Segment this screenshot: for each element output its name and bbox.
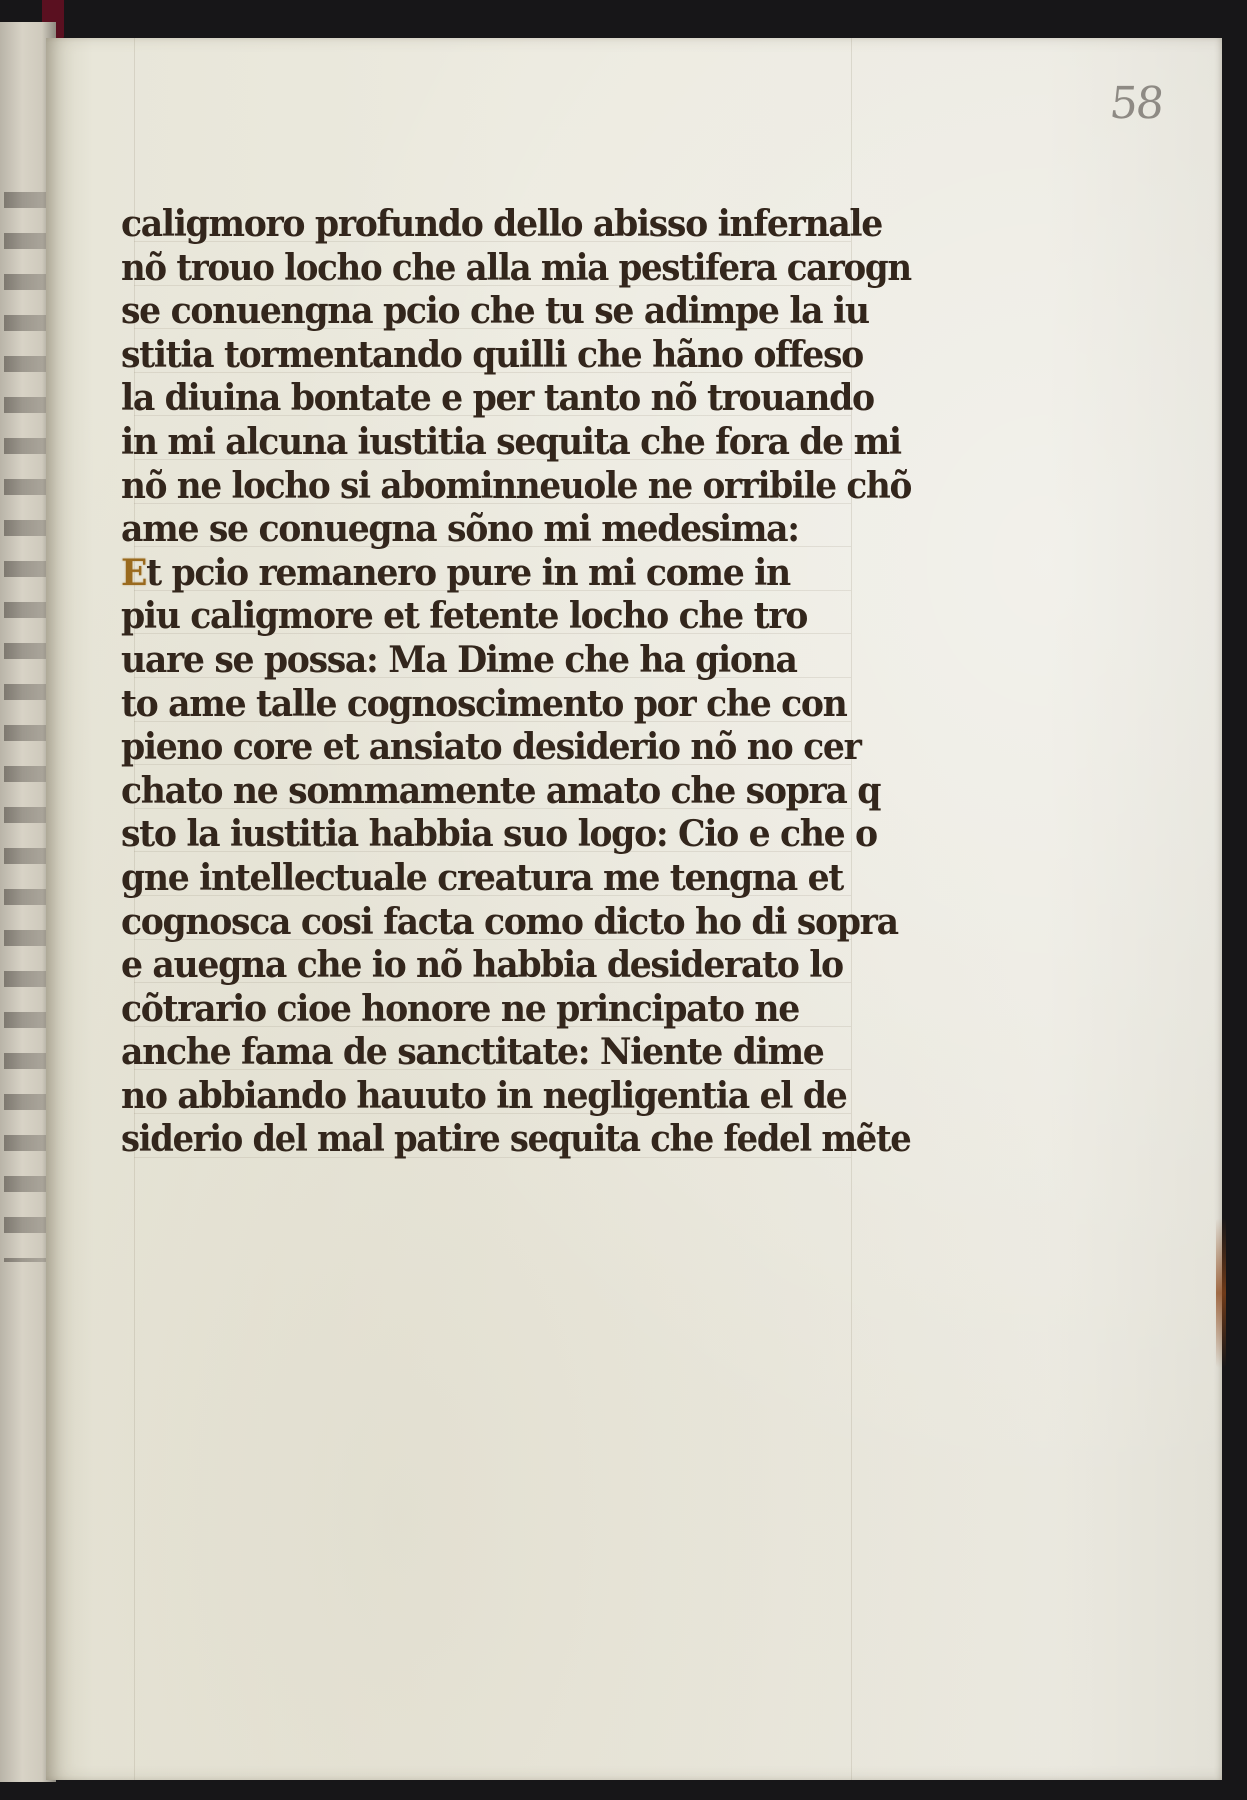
text-line [121, 857, 911, 901]
line-text: siderio del mal patire sequita che fedel mẽte [121, 1118, 911, 1161]
text-line [121, 290, 911, 334]
text-line [121, 770, 911, 814]
text-line [121, 595, 911, 639]
edge-stain [1216, 1218, 1226, 1368]
rubricated-initial: E [121, 551, 147, 594]
line-text: to ame talle cognoscimento por che con [121, 682, 847, 725]
previous-page-text-fragment [4, 192, 48, 1262]
line-text: e auegna che io nõ habbia desiderato lo [121, 944, 843, 987]
text-line [121, 944, 911, 988]
line-text: t pcio remanero pure in mi come in [146, 551, 790, 594]
line-text: in mi alcuna iustitia sequita che fora de mi [121, 420, 901, 463]
line-text: ame se conuegna sõno mi medesima: [121, 508, 799, 551]
manuscript-folio [46, 38, 1222, 1780]
text-line [121, 464, 912, 509]
text-line [121, 246, 911, 291]
text-line [121, 1075, 911, 1119]
line-text: no abbiando hauuto in negligentia el de [121, 1074, 847, 1117]
line-text: caligmoro profundo dello abisso infernale [121, 203, 882, 245]
text-line [121, 901, 911, 945]
text-line [121, 683, 911, 727]
text-line [121, 813, 911, 857]
text-line [121, 1118, 911, 1162]
folio-number: 58 [1107, 78, 1165, 129]
line-text: sto la iustitia habbia suo logo: Cio e che o [121, 813, 877, 856]
text-line [121, 508, 911, 552]
text-line [121, 726, 911, 770]
text-line [121, 421, 911, 465]
line-text: chato ne sommamente amato che sopra q [121, 769, 881, 812]
line-text: stitia tormentando quilli che hãno offeso [121, 333, 863, 376]
line-text: anche fama de sanctitate: Niente dime [121, 1031, 824, 1074]
line-text: pieno core et ansiato desiderio nõ no cer [121, 726, 861, 769]
text-line [121, 988, 911, 1032]
line-text: cognosca cosi facta como dicto ho di sopra [121, 900, 898, 943]
text-line [121, 552, 911, 596]
line-text: nõ ne locho si abominneuole ne orribile chõ [121, 464, 912, 507]
text-line [121, 639, 911, 683]
line-text: cõtrario cioe honore ne principato ne [121, 987, 799, 1030]
text-line [121, 203, 911, 247]
line-text: piu caligmore et fetente locho che tro [121, 595, 807, 638]
text-line [121, 334, 911, 378]
line-text: nõ trouo locho che alla mia pestifera carogn [121, 246, 911, 289]
line-text: gne intellectuale creatura me tengna et [121, 856, 843, 899]
text-line [121, 377, 911, 421]
line-text: se conuengna pcio che tu se adimpe la iu [121, 290, 869, 333]
text-block [121, 203, 941, 1162]
text-line [121, 1031, 911, 1075]
line-text: la diuina bontate e per tanto nõ trouando [121, 377, 874, 420]
line-text: uare se possa: Ma Dime che ha giona [121, 638, 797, 681]
